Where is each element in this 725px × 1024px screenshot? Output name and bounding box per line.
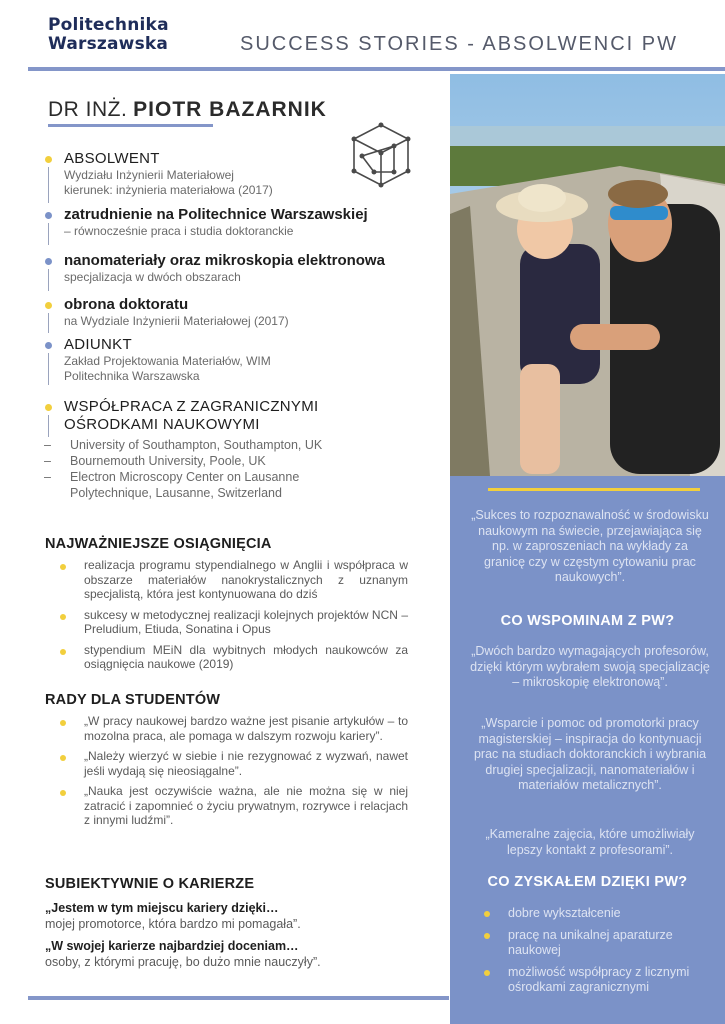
list-item-text: pracę na unikalnej aparaturze naukowej [508,928,673,957]
timeline-title: WSPÓŁPRACA Z ZAGRANICZNYMI OŚRODKAMI NAUKOWYMI [64,398,319,433]
achievements-title: NAJWAŻNIEJSZE OSIĄGNIĘCIA [45,536,272,552]
timeline-title: ABSOLWENT [64,150,160,167]
header-divider [28,67,725,71]
list-item [484,906,714,921]
timeline-detail: – równocześnie praca i studia doktoranckie [64,224,294,238]
career-answer: mojej promotorce, która bardzo mi pomagała”. [45,917,301,931]
remember-title: CO WSPOMINAM Z PW? [500,613,675,629]
header-title: SUCCESS STORIES - ABSOLWENCI PW [240,33,678,55]
list-item-text: sukcesy w metodycznej realizacji kolejnych projektów NCN – Preludium, Etiuda, Sonatina i Opus [84,607,408,636]
timeline-detail: kierunek: inżynieria materiałowa (2017) [64,183,273,197]
list-item-text: „Nauka jest oczywiście ważna, ale nie można się w niej zatracić i zapomnieć o życiu prywatnym, rozrywce i relacjach z innymi ludźmi”. [84,784,408,827]
timeline-line [48,415,49,437]
timeline-item-specialization [44,252,444,296]
list-item-text: dobre wykształcenie [508,906,621,920]
bullet-dot [60,790,66,796]
timeline-item-absolwent [44,150,444,206]
timeline-item-employment [44,206,444,252]
timeline-detail: na Wydziale Inżynierii Materiałowej (2017) [64,314,289,328]
remember-quote: „Dwóch bardzo wymagających profesorów, dzięki którym wybrałem swoją specjalizację – mikroskopię elektronową”. [470,644,710,689]
timeline-item-doctorate [44,296,444,336]
bullet-dot [484,911,490,917]
list-item [60,749,408,778]
cooperation-list [44,437,344,501]
timeline-item-adiunkt [44,336,444,398]
remember-quote: „Wsparcie i pomoc od promotorki pracy magisterskiej – inspiracja do kontynuacji prac na studiach doktoranckich i wybrania drugiej specjalizacji, nanomateriałów i materiałów metalicznych”. [473,716,707,792]
timeline-dot [45,212,52,219]
bullet-dot [484,970,490,976]
name-main: PIOTR BAZARNIK [133,98,327,121]
career-timeline [44,150,444,501]
list-item-text: stypendium MEiN dla wybitnych młodych naukowców za osiągnięcia naukowe (2019) [84,642,408,671]
timeline-title: nanomateriały oraz mikroskopia elektronowa [64,252,385,269]
sidebar-panel [450,74,725,1024]
list-item: – Electron Microscopy Center on Lausanne Polytechnique, Lausanne, Switzerland [44,469,344,501]
timeline-dot [45,258,52,265]
footer-divider [28,996,449,1000]
gain-list [484,906,714,1002]
list-item [60,558,408,602]
timeline-dot [45,404,52,411]
advice-title: RADY DLA STUDENTÓW [45,692,221,708]
name-prefix: DR INŻ. [48,98,128,121]
timeline-line [48,313,49,333]
list-item [60,608,408,637]
bullet-dot [60,755,66,761]
timeline-item-cooperation [44,398,444,501]
name-underline [48,124,213,127]
list-item-text: „Należy wierzyć w siebie i nie rezygnować z wyzwań, nawet jeśli wydają się nieosiągalne”. [84,749,408,778]
list-item-text: możliwość współpracy z licznymi ośrodkami zagranicznymi [508,965,690,994]
timeline-detail: Zakład Projektowania Materiałów, WIM [64,354,271,368]
bullet-dot [60,564,66,570]
bullet-dot [484,933,490,939]
timeline-line [48,353,49,385]
list-item: – University of Southampton, Southampton, UK [44,437,344,453]
timeline-line [48,269,49,291]
timeline-detail: Wydziału Inżynierii Materiałowej [64,168,234,182]
gain-title: CO ZYSKAŁEM DZIĘKI PW? [487,874,688,890]
remember-quote: „Kameralne zajęcia, które umożliwiały lepszy kontakt z profesorami”. [485,827,695,857]
logo-line-1: Politechnika [48,15,169,35]
timeline-dot [45,156,52,163]
timeline-detail: Politechnika Warszawska [64,369,200,383]
timeline-dot [45,302,52,309]
career-answer: osoby, z którymi pracuję, bo dużo mnie nauczyły”. [45,955,321,969]
timeline-dot [45,342,52,349]
list-item-text: „W pracy naukowej bardzo ważne jest pisanie artykułów – to mozolna praca, ale pomaga w dalszym rozwoju kariery”. [84,714,408,743]
career-question: „Jestem w tym miejscu kariery dzięki… [45,901,279,915]
list-item [484,928,714,958]
list-item [60,784,408,828]
logo-line-2: Warszawska [48,34,169,54]
success-quote: „Sukces to rozpoznawalność w środowisku naukowym na świecie, przejawiająca się np. w zaproszeniach na wykłady za granicę czy w częstym cytowaniu prac naukowych”. [471,508,709,584]
career-quotes [45,900,425,976]
list-item: – Bournemouth University, Poole, UK [44,453,344,469]
list-item [60,643,408,672]
timeline-line [48,223,49,245]
timeline-line [48,167,49,203]
achievements-list [60,558,408,678]
advice-list [60,714,408,834]
list-item-text: realizacja programu stypendialnego w Anglii i współpraca w obszarze materiałów nanokrystalicznych z uznanym specjalistą, która jest kontynuowana do dziś [84,558,408,601]
sidebar-divider [488,488,700,491]
timeline-title: zatrudnienie na Politechnice Warszawskiej [64,206,368,223]
list-item [60,714,408,743]
timeline-title: obrona doktoratu [64,296,189,313]
logo [48,16,169,54]
timeline-title: ADIUNKT [64,336,132,353]
bullet-dot [60,649,66,655]
career-title: SUBIEKTYWNIE O KARIERZE [45,876,255,892]
person-name [48,98,327,122]
list-item [484,965,714,995]
career-question: „W swojej karierze najbardziej doceniam… [45,939,299,953]
portrait-photo [450,74,725,476]
timeline-detail: specjalizacja w dwóch obszarach [64,270,241,284]
bullet-dot [60,614,66,620]
bullet-dot [60,720,66,726]
